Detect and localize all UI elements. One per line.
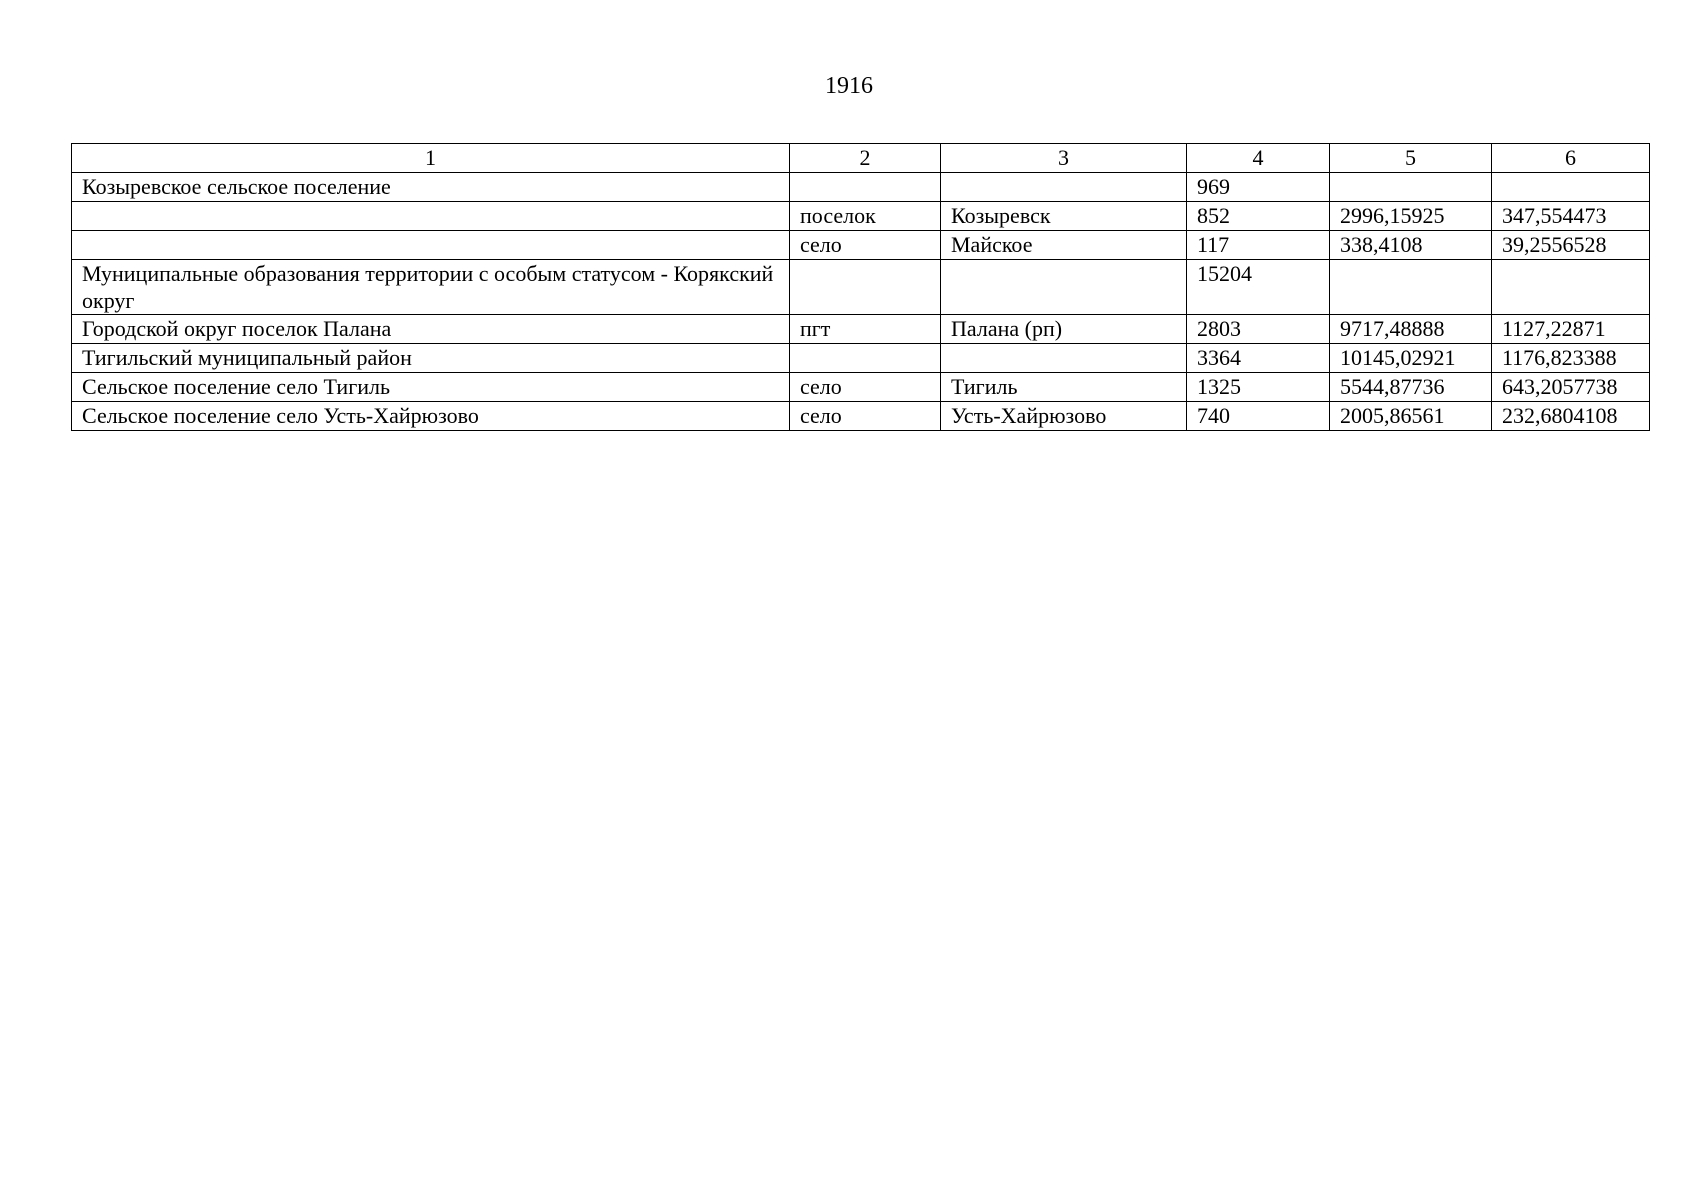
table-cell: 740 [1187,402,1330,431]
table-cell: Сельское поселение село Тигиль [72,373,790,402]
table-cell: Тигиль [941,373,1187,402]
table-cell: село [790,402,941,431]
table-cell: Муниципальные образования территории с особым статусом - Корякский округ [72,260,790,315]
table-cell: 117 [1187,231,1330,260]
page-number: 1916 [825,73,873,99]
table-cell: Майское [941,231,1187,260]
table-cell: 15204 [1187,260,1330,315]
table-cell [790,344,941,373]
table-row [72,231,1650,260]
table-cell: 338,4108 [1330,231,1492,260]
table-row [72,402,1650,431]
table-cell: 232,6804108 [1492,402,1650,431]
table-cell: Усть-Хайрюзово [941,402,1187,431]
table-cell [72,202,790,231]
table-cell [1492,260,1650,315]
column-header: 1 [72,144,790,173]
table-cell: Тигильский муниципальный район [72,344,790,373]
column-header: 2 [790,144,941,173]
column-header: 5 [1330,144,1492,173]
table-cell: 1127,22871 [1492,315,1650,344]
table-cell [790,260,941,315]
table-cell: 3364 [1187,344,1330,373]
column-header: 6 [1492,144,1650,173]
table-cell: село [790,231,941,260]
table-row [72,344,1650,373]
table-cell: Палана (рп) [941,315,1187,344]
table-cell: поселок [790,202,941,231]
table-cell: Городской округ поселок Палана [72,315,790,344]
table-cell: 5544,87736 [1330,373,1492,402]
table-cell: 2005,86561 [1330,402,1492,431]
table-cell: село [790,373,941,402]
column-header: 3 [941,144,1187,173]
table-row [72,173,1650,202]
table-cell [941,173,1187,202]
data-table [71,143,1650,431]
table-cell: Козыревск [941,202,1187,231]
table-cell: 852 [1187,202,1330,231]
table-cell: 643,2057738 [1492,373,1650,402]
table-cell [1492,173,1650,202]
table-cell: Сельское поселение село Усть-Хайрюзово [72,402,790,431]
table-row [72,315,1650,344]
table-cell: Козыревское сельское поселение [72,173,790,202]
table-cell: 9717,48888 [1330,315,1492,344]
table-row [72,260,1650,315]
table-cell: 2996,15925 [1330,202,1492,231]
column-header: 4 [1187,144,1330,173]
table-cell: 1325 [1187,373,1330,402]
table-cell [1330,260,1492,315]
table-cell: 39,2556528 [1492,231,1650,260]
table-cell: 969 [1187,173,1330,202]
table-row [72,202,1650,231]
table-cell [941,260,1187,315]
table-row [72,373,1650,402]
table-cell [1330,173,1492,202]
table-cell [72,231,790,260]
table-cell: 2803 [1187,315,1330,344]
table-cell: 10145,02921 [1330,344,1492,373]
table-cell [790,173,941,202]
table-cell: 1176,823388 [1492,344,1650,373]
table-cell [941,344,1187,373]
table-cell: пгт [790,315,941,344]
table-cell: 347,554473 [1492,202,1650,231]
table-header-row [72,144,1650,173]
